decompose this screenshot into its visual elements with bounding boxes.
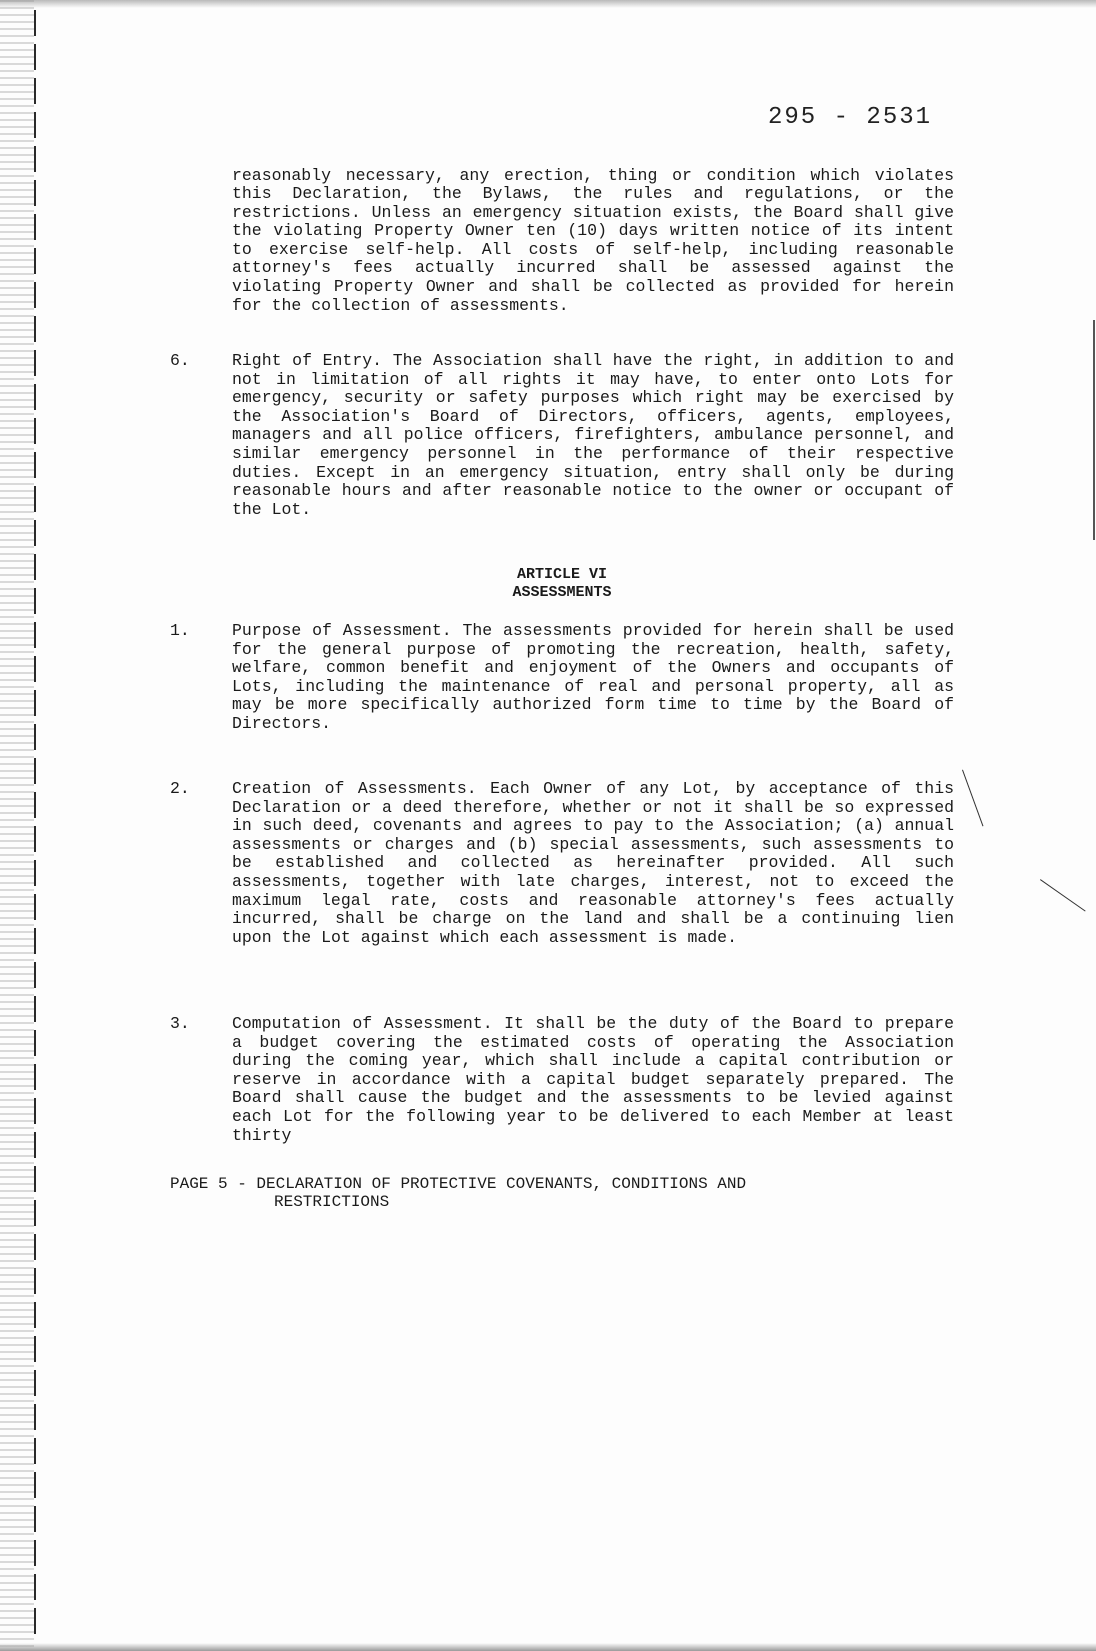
article-section-2-block [170,780,954,947]
section-number: 2. [170,779,190,798]
continuation-paragraph: reasonably necessary, any erection, thing or condition which violates this Declaration, the Bylaws, the rules and regulations, or the restrictions. Unless an emergency situation exists, the Board shall give the violating Property Owner ten (10) days written notice of its intent to exercise self-help. All costs of self-help, including reasonable attorney's fees actually incurred shall be assessed against the violating Property Owner and shall be collected as provided for herein for the collection of assessments. [232,165,954,315]
section-item [170,352,954,519]
article-title: ARTICLE VI [516,566,607,583]
section-number: 3. [170,1014,190,1033]
section-item [170,1015,954,1145]
scan-edge-top [0,0,1096,8]
page-stamp-number: 295 - 2531 [768,104,933,131]
margin-mark [1040,879,1086,911]
footer-line-2: RESTRICTIONS [274,1193,390,1211]
section-item [170,622,954,734]
scan-edge-bottom [0,1643,1096,1651]
section-item [170,780,954,947]
scan-edge-right [1093,320,1095,540]
margin-mark [962,770,983,827]
article-heading-block [170,566,954,602]
page-footer [170,1175,746,1211]
article-subtitle: ASSESSMENTS [512,584,612,601]
continuation-block [170,150,954,332]
section-text: Purpose of Assessment. The assessments provided for herein shall be used for the general purpose of promoting the recreation, health, safety, welfare, common benefit and enjoyment of the Owners and occupants of Lots, including the maintenance of real and personal property, all as may be more specifically authorized form time to time by the Board of Directors. [232,621,954,733]
section-text: Computation of Assessment. It shall be the duty of the Board to prepare a budget covering the estimated costs of operating the Association during the coming year, which shall include a capital contribution or reserve in accordance with a capital budget separately prepared. The Board shall cause the budget and the assessments to be levied against each Lot for the following year to be delivered to each Member at least thirty [232,1014,954,1145]
footer-line-1: PAGE 5 - DECLARATION OF PROTECTIVE COVENANTS, CONDITIONS AND [170,1175,747,1193]
section-6-block [170,352,954,519]
section-text: Creation of Assessments. Each Owner of any Lot, by acceptance of this Declaration or a deed therefore, whether or not it shall be so expressed in such deed, covenants and agrees to pay to the Association; (a) annual assessments or charges and (b) special assessments, such assessments to be established and collected as hereinafter provided. All such assessments, together with late charges, interest, not to exceed the maximum legal rate, costs and reasonable attorney's fees actually incurred, shall be charge on the land and shall be a continuing lien upon the Lot against which each assessment is made. [232,779,954,947]
scan-edge-left [0,0,34,1651]
section-number: 1. [170,621,190,640]
article-section-3-block [170,1015,954,1145]
article-section-1-block [170,622,954,734]
section-number: 6. [170,351,190,370]
section-text: Right of Entry. The Association shall have the right, in addition to and not in limitation of all rights it may have, to enter onto Lots for emergency, security or safety purposes which right may be exercised by the Association's Board of Directors, officers, agents, employees, managers and all police officers, firefighters, ambulance personnel, and similar emergency personnel in the performance of their respective duties. Except in an emergency situation, entry shall only be during reasonable hours and after reasonable notice to the owner or occupant of the Lot. [232,351,954,519]
scan-binding-line [34,10,36,1640]
